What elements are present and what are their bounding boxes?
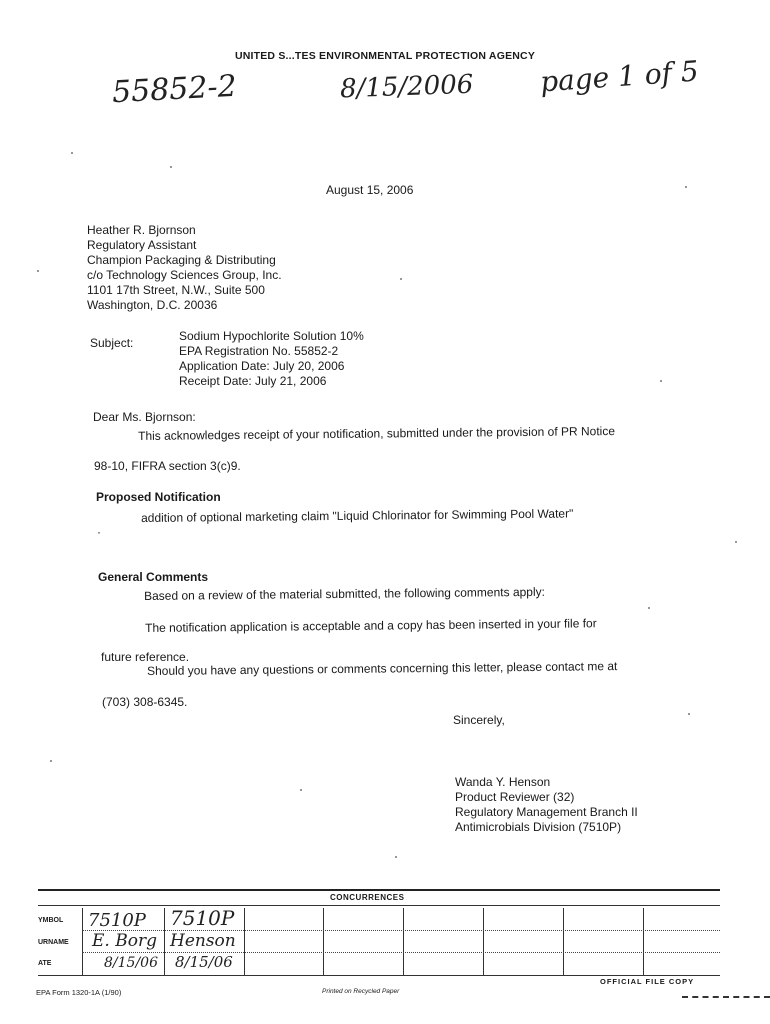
column-divider — [244, 908, 245, 976]
concurrences-top-rule — [38, 889, 720, 891]
subject-line: Application Date: July 20, 2006 — [179, 359, 345, 373]
row-label-surname: URNAME — [38, 939, 69, 946]
signature-line: Regulatory Management Branch II — [455, 805, 638, 819]
signature-line: Antimicrobials Division (7510P) — [455, 820, 622, 834]
scan-speck — [688, 713, 690, 715]
salutation: Dear Ms. Bjornson: — [93, 410, 196, 424]
edge-dash-mark — [682, 996, 770, 998]
signature-line: Product Reviewer (32) — [455, 790, 575, 804]
scan-speck — [50, 760, 52, 762]
column-divider — [563, 908, 564, 976]
form-number: EPA Form 1320-1A (1/90) — [36, 988, 122, 997]
scan-speck — [37, 270, 39, 272]
intro-line-2: 98-10, FIFRA section 3(c)9. — [94, 459, 241, 473]
intro-line-1: This acknowledges receipt of your notification, submitted under the provision of PR Notice — [138, 424, 616, 443]
column-divider — [403, 908, 404, 976]
column-divider — [643, 908, 644, 976]
handwritten-page-number: page 1 of 5 — [539, 54, 700, 99]
scan-speck — [660, 380, 662, 382]
proposed-notification-heading: Proposed Notification — [96, 490, 221, 504]
scan-speck — [395, 856, 397, 858]
scan-speck — [300, 789, 302, 791]
general-comments-p3-line2: (703) 308-6345. — [102, 695, 188, 709]
concurrence-date-1: 8/15/06 — [104, 955, 158, 971]
proposed-notification-item: addition of optional marketing claim "Liquid Chlorinator for Swimming Pool Water" — [141, 506, 574, 525]
letter-date: August 15, 2006 — [326, 183, 414, 197]
subject-label: Subject: — [90, 336, 134, 350]
handwritten-date: 8/15/2006 — [339, 69, 474, 105]
scan-speck — [400, 278, 402, 280]
concurrence-date-2: 8/15/06 — [175, 953, 233, 971]
scan-speck — [71, 152, 73, 154]
general-comments-p2-line1: The notification application is acceptable and a copy has been inserted in your file for — [145, 616, 597, 635]
recipient-line: 1101 17th Street, N.W., Suite 500 — [87, 283, 265, 297]
signature-block — [455, 775, 638, 835]
column-divider — [483, 908, 484, 976]
concurrence-symbol-2: 7510P — [170, 906, 235, 930]
row-label-symbol: YMBOL — [38, 917, 64, 924]
scan-speck — [685, 186, 687, 188]
bullet-dot: · — [97, 525, 101, 539]
recipient-line: Washington, D.C. 20036 — [87, 298, 218, 312]
concurrence-symbol-1: 7510P — [88, 910, 146, 931]
concurrences-bottom-rule — [38, 975, 720, 976]
column-divider — [323, 908, 324, 976]
concurrence-surname-1: E. Borg — [92, 931, 157, 951]
recipient-line: Regulatory Assistant — [87, 238, 197, 252]
subject-line: Receipt Date: July 21, 2006 — [179, 374, 327, 388]
recipient-address — [87, 223, 282, 313]
recipient-line: Champion Packaging & Distributing — [87, 253, 276, 267]
subject-line: Sodium Hypochlorite Solution 10% — [179, 329, 364, 343]
concurrences-title: CONCURRENCES — [330, 893, 405, 902]
handwritten-registration: 55852-2 — [111, 68, 238, 111]
signature-line: Wanda Y. Henson — [455, 775, 551, 789]
row-label-date: ATE — [38, 960, 52, 967]
general-comments-p1: Based on a review of the material submitted, the following comments apply: — [144, 584, 545, 603]
concurrences-rule — [38, 905, 720, 906]
column-divider — [164, 908, 165, 976]
recipient-line: Heather R. Bjornson — [87, 223, 196, 237]
official-file-copy: OFFICIAL FILE COPY — [600, 977, 695, 986]
agency-header: UNITED S...TES ENVIRONMENTAL PROTECTION AGENCY — [234, 50, 536, 62]
concurrence-surname-2: Henson — [170, 931, 236, 951]
scan-speck — [170, 166, 172, 168]
scan-speck — [648, 607, 650, 609]
subject-block — [179, 329, 364, 389]
subject-line: EPA Registration No. 55852-2 — [179, 344, 339, 358]
general-comments-heading: General Comments — [98, 570, 209, 584]
closing: Sincerely, — [453, 713, 505, 727]
column-divider — [82, 908, 83, 976]
recipient-line: c/o Technology Sciences Group, Inc. — [87, 268, 282, 282]
general-comments-p2-line2: future reference. — [101, 650, 190, 664]
recycled-paper-note: Printed on Recycled Paper — [322, 988, 400, 995]
general-comments-p3-line1: Should you have any questions or comments concerning this letter, please contact me at — [147, 659, 618, 678]
scan-speck — [735, 541, 737, 543]
